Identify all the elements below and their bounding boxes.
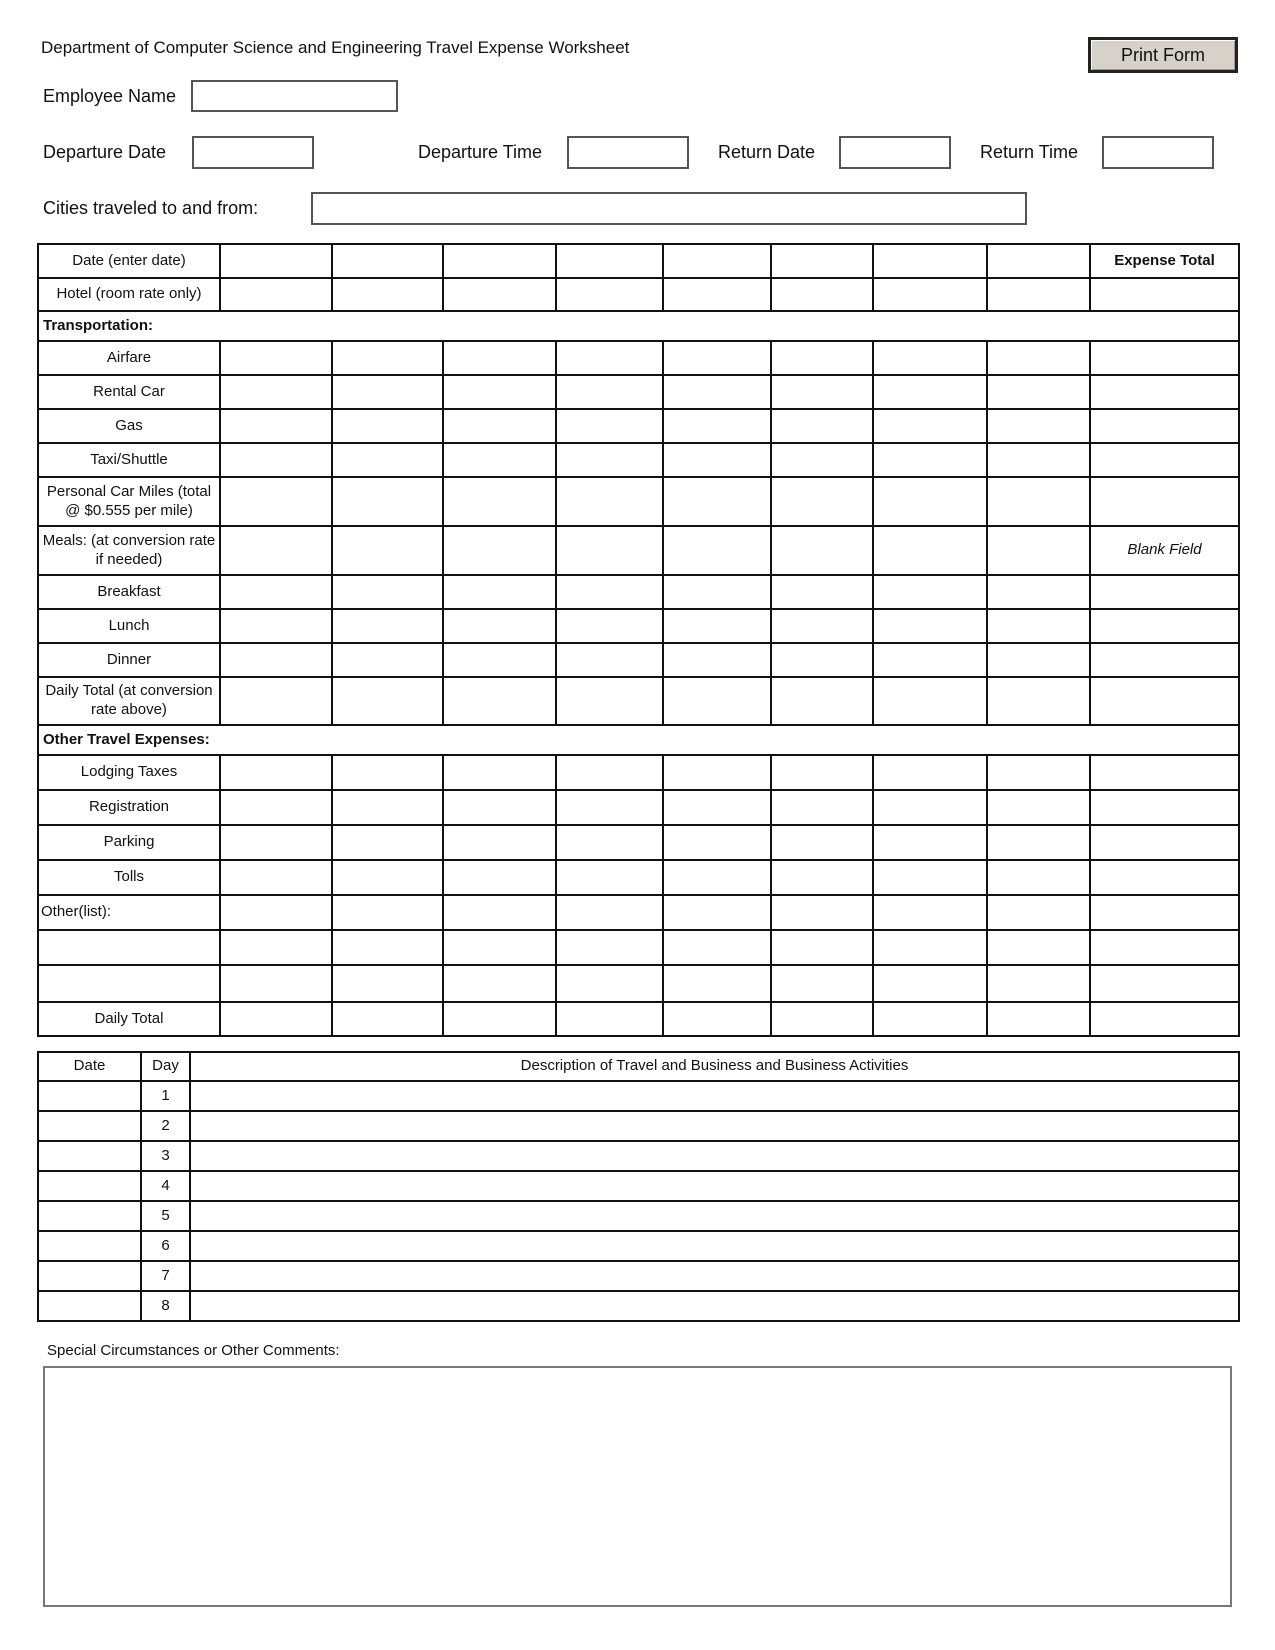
cities-label: Cities traveled to and from: <box>43 198 259 218</box>
other-item-cell[interactable] <box>38 930 220 965</box>
day-number: 7 <box>141 1261 190 1291</box>
table-row <box>38 375 1239 409</box>
gas-label: Gas <box>38 409 220 443</box>
table-row <box>38 1052 1239 1081</box>
day-number: 2 <box>141 1111 190 1141</box>
page-title: Department of Computer Science and Engineering Travel Expense Worksheet <box>41 38 630 57</box>
other-list-label: Other(list): <box>38 895 220 930</box>
comments-label: Special Circumstances or Other Comments: <box>47 1342 340 1359</box>
table-row <box>38 1141 1239 1171</box>
departure-time-field[interactable] <box>567 136 689 169</box>
table-row <box>38 895 1239 930</box>
table-row <box>38 477 1239 526</box>
activity-day-header: Day <box>141 1052 190 1081</box>
return-date-label: Return Date <box>718 142 816 162</box>
blank-field-cell: Blank Field <box>1090 526 1239 575</box>
day-number: 4 <box>141 1171 190 1201</box>
section-row <box>38 311 1239 341</box>
registration-label: Registration <box>38 790 220 825</box>
day-number: 1 <box>141 1081 190 1111</box>
meals-label: Meals: (at conversion rate if needed) <box>38 526 220 575</box>
employee-name-field[interactable] <box>191 80 398 112</box>
parking-label: Parking <box>38 825 220 860</box>
day-number: 3 <box>141 1141 190 1171</box>
other-item-cell[interactable] <box>38 965 220 1002</box>
personal-car-miles-label: Personal Car Miles (total @ $0.555 per mile) <box>38 477 220 526</box>
date-row-label: Date (enter date) <box>38 244 220 278</box>
day-number: 5 <box>141 1201 190 1231</box>
table-row <box>38 575 1239 609</box>
comments-field[interactable] <box>43 1366 1232 1607</box>
table-row <box>38 860 1239 895</box>
table-row <box>38 930 1239 965</box>
employee-name-label: Employee Name <box>43 86 177 106</box>
expense-table <box>37 243 1240 1037</box>
table-row <box>38 1002 1239 1036</box>
tolls-label: Tolls <box>38 860 220 895</box>
table-row <box>38 526 1239 575</box>
table-row <box>38 1261 1239 1291</box>
table-row <box>38 409 1239 443</box>
dinner-label: Dinner <box>38 643 220 677</box>
activity-description-header: Description of Travel and Business and Business Activities <box>190 1052 1239 1081</box>
table-row <box>38 825 1239 860</box>
table-row <box>38 1081 1239 1111</box>
lodging-taxes-label: Lodging Taxes <box>38 755 220 790</box>
hotel-label: Hotel (room rate only) <box>38 278 220 311</box>
rental-car-label: Rental Car <box>38 375 220 409</box>
day-number: 8 <box>141 1291 190 1321</box>
departure-time-label: Departure Time <box>418 142 543 162</box>
daily-total-label: Daily Total <box>38 1002 220 1036</box>
departure-date-label: Departure Date <box>43 142 167 162</box>
departure-date-field[interactable] <box>192 136 314 169</box>
table-row <box>38 609 1239 643</box>
table-row <box>38 1171 1239 1201</box>
table-row <box>38 341 1239 375</box>
return-time-field[interactable] <box>1102 136 1214 169</box>
return-date-field[interactable] <box>839 136 951 169</box>
activity-date-header: Date <box>38 1052 141 1081</box>
table-row <box>38 965 1239 1002</box>
transportation-heading: Transportation: <box>38 311 1239 341</box>
expense-total-header: Expense Total <box>1090 244 1239 278</box>
return-time-label: Return Time <box>980 142 1079 162</box>
table-row <box>38 1291 1239 1321</box>
table-row <box>38 278 1239 311</box>
meals-daily-total-label: Daily Total (at conversion rate above) <box>38 677 220 725</box>
activity-table <box>37 1051 1240 1322</box>
other-travel-heading: Other Travel Expenses: <box>38 725 1239 755</box>
table-row <box>38 755 1239 790</box>
day-number: 6 <box>141 1231 190 1261</box>
airfare-label: Airfare <box>38 341 220 375</box>
breakfast-label: Breakfast <box>38 575 220 609</box>
table-row <box>38 244 1239 278</box>
table-row <box>38 677 1239 725</box>
lunch-label: Lunch <box>38 609 220 643</box>
table-row <box>38 1201 1239 1231</box>
table-row <box>38 790 1239 825</box>
taxi-shuttle-label: Taxi/Shuttle <box>38 443 220 477</box>
table-row <box>38 643 1239 677</box>
table-row <box>38 443 1239 477</box>
table-row <box>38 1111 1239 1141</box>
table-row <box>38 1231 1239 1261</box>
cities-field[interactable] <box>311 192 1027 225</box>
print-form-button[interactable]: Print Form <box>1088 37 1238 73</box>
section-row <box>38 725 1239 755</box>
